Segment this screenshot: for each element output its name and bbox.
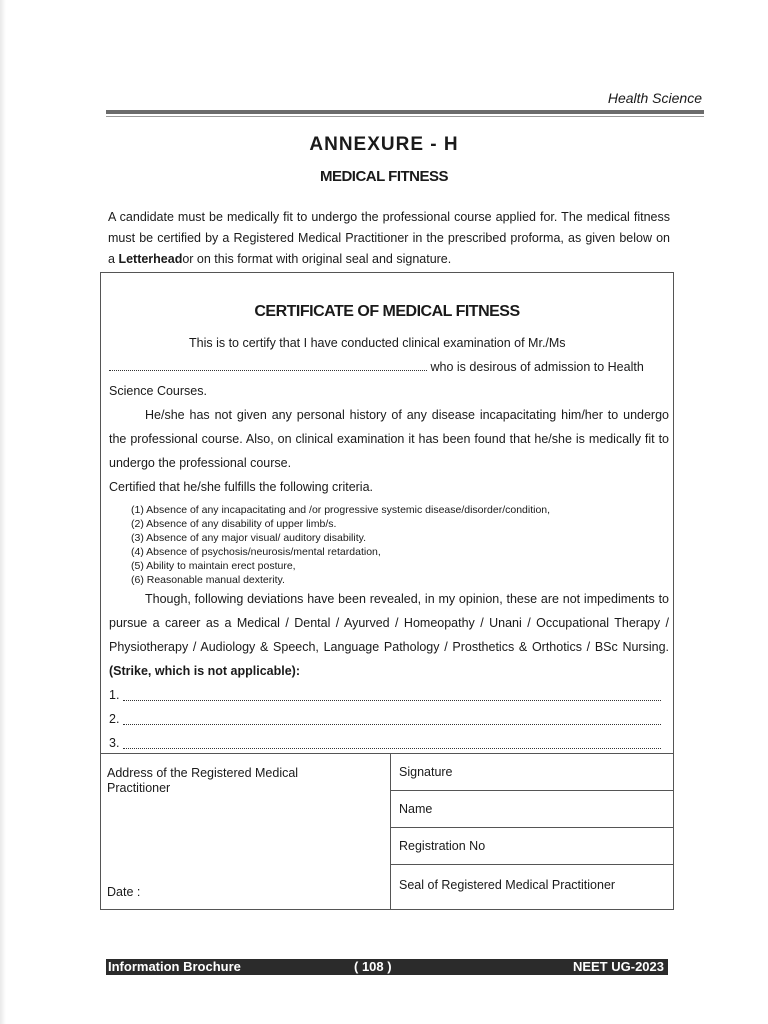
address-label: Address of the Registered Medical Practitioner [107, 766, 299, 795]
criteria-item: (3) Absence of any major visual/ auditory disability. [131, 532, 366, 544]
intro-paragraph [108, 207, 670, 270]
footer-bar [106, 959, 668, 975]
certificate-title: CERTIFICATE OF MEDICAL FITNESS [254, 303, 520, 320]
name-cell[interactable] [391, 791, 673, 828]
criteria-item: (1) Absence of any incapacitating and /or progressive systemic disease/disorder/condition, [131, 504, 551, 516]
strike-note: (Strike, which is not applicable): [109, 664, 301, 678]
dotted-blank [123, 724, 661, 725]
candidate-name-line [109, 355, 669, 379]
line-number: 1. [109, 688, 120, 702]
header-rule [106, 110, 704, 114]
registration-label: Registration No [399, 839, 486, 853]
name-label: Name [399, 802, 433, 816]
deviations-paragraph [109, 587, 669, 683]
criteria-item: (6) Reasonable manual dexterity. [131, 574, 285, 586]
dotted-blank [123, 748, 661, 749]
page-number: ( 108 ) [354, 959, 392, 974]
seal-label: Seal of Registered Medical Practitioner [399, 878, 616, 892]
criteria-item: (4) Absence of psychosis/neurosis/mental retardation, [131, 546, 381, 558]
footer-exam-label: NEET UG-2023 [572, 959, 664, 974]
deviation-line-2[interactable] [109, 707, 669, 731]
footer-brochure-label: Information Brochure [108, 959, 241, 974]
history-paragraph: He/she has not given any personal history of any disease incapacitating him/her to undergo the professional course. Also, on clinical examination it has been found that he/she is medically fit to undergo the professional course. [109, 408, 669, 470]
deviation-line-1[interactable] [109, 683, 669, 707]
intro-text: A candidate must be medically fit to undergo the professional course applied for. The medical fitness must be certified by a Registered Medical Practitioner in the prescribed proforma, as given below on a [108, 210, 670, 266]
date-label: Date : [107, 885, 141, 899]
certificate-body [109, 331, 669, 755]
annexure-subtitle: MEDICAL FITNESS [319, 168, 449, 185]
criteria-item: (2) Absence of any disability of upper limb/s. [131, 518, 337, 530]
line-number: 2. [109, 712, 120, 726]
line-number: 3. [109, 736, 120, 750]
signature-label: Signature [399, 765, 453, 779]
registration-cell[interactable] [391, 828, 673, 865]
dotted-blank [123, 700, 661, 701]
header-rule-thin [106, 116, 704, 117]
admission-text: who is desirous of admission to Health [430, 360, 644, 374]
signature-cell[interactable] [391, 754, 673, 791]
criteria-intro: Certified that he/she fulfills the following criteria. [109, 480, 374, 494]
criteria-list [131, 503, 669, 587]
signature-table [101, 753, 673, 910]
deviations-text: Though, following deviations have been revealed, in my opinion, these are not impediments to pursue a career as a Medical / Dental / Ayurved / Homeopathy / Unani / Occupational Therapy / Physiotherapy / Audiology & Speech, Language Pathology / Prosthetics & Orthotics / BSc Nursing. [109, 592, 669, 654]
certify-line: This is to certify that I have conducted clinical examination of Mr./Ms [189, 336, 566, 350]
annexure-title: ANNEXURE - H [309, 134, 459, 155]
seal-cell[interactable] [391, 865, 673, 910]
certificate-box [100, 272, 674, 910]
candidate-name-blank[interactable] [109, 358, 427, 371]
intro-bold-letterhead: Letterhead [118, 252, 183, 266]
address-cell[interactable] [101, 754, 391, 910]
deviation-line-3[interactable] [109, 731, 669, 755]
section-label: Health Science [607, 90, 702, 106]
criteria-item: (5) Ability to maintain erect posture, [131, 560, 296, 572]
courses-line: Science Courses. [109, 384, 207, 398]
intro-text-end: or on this format with original seal and signature. [182, 252, 452, 266]
